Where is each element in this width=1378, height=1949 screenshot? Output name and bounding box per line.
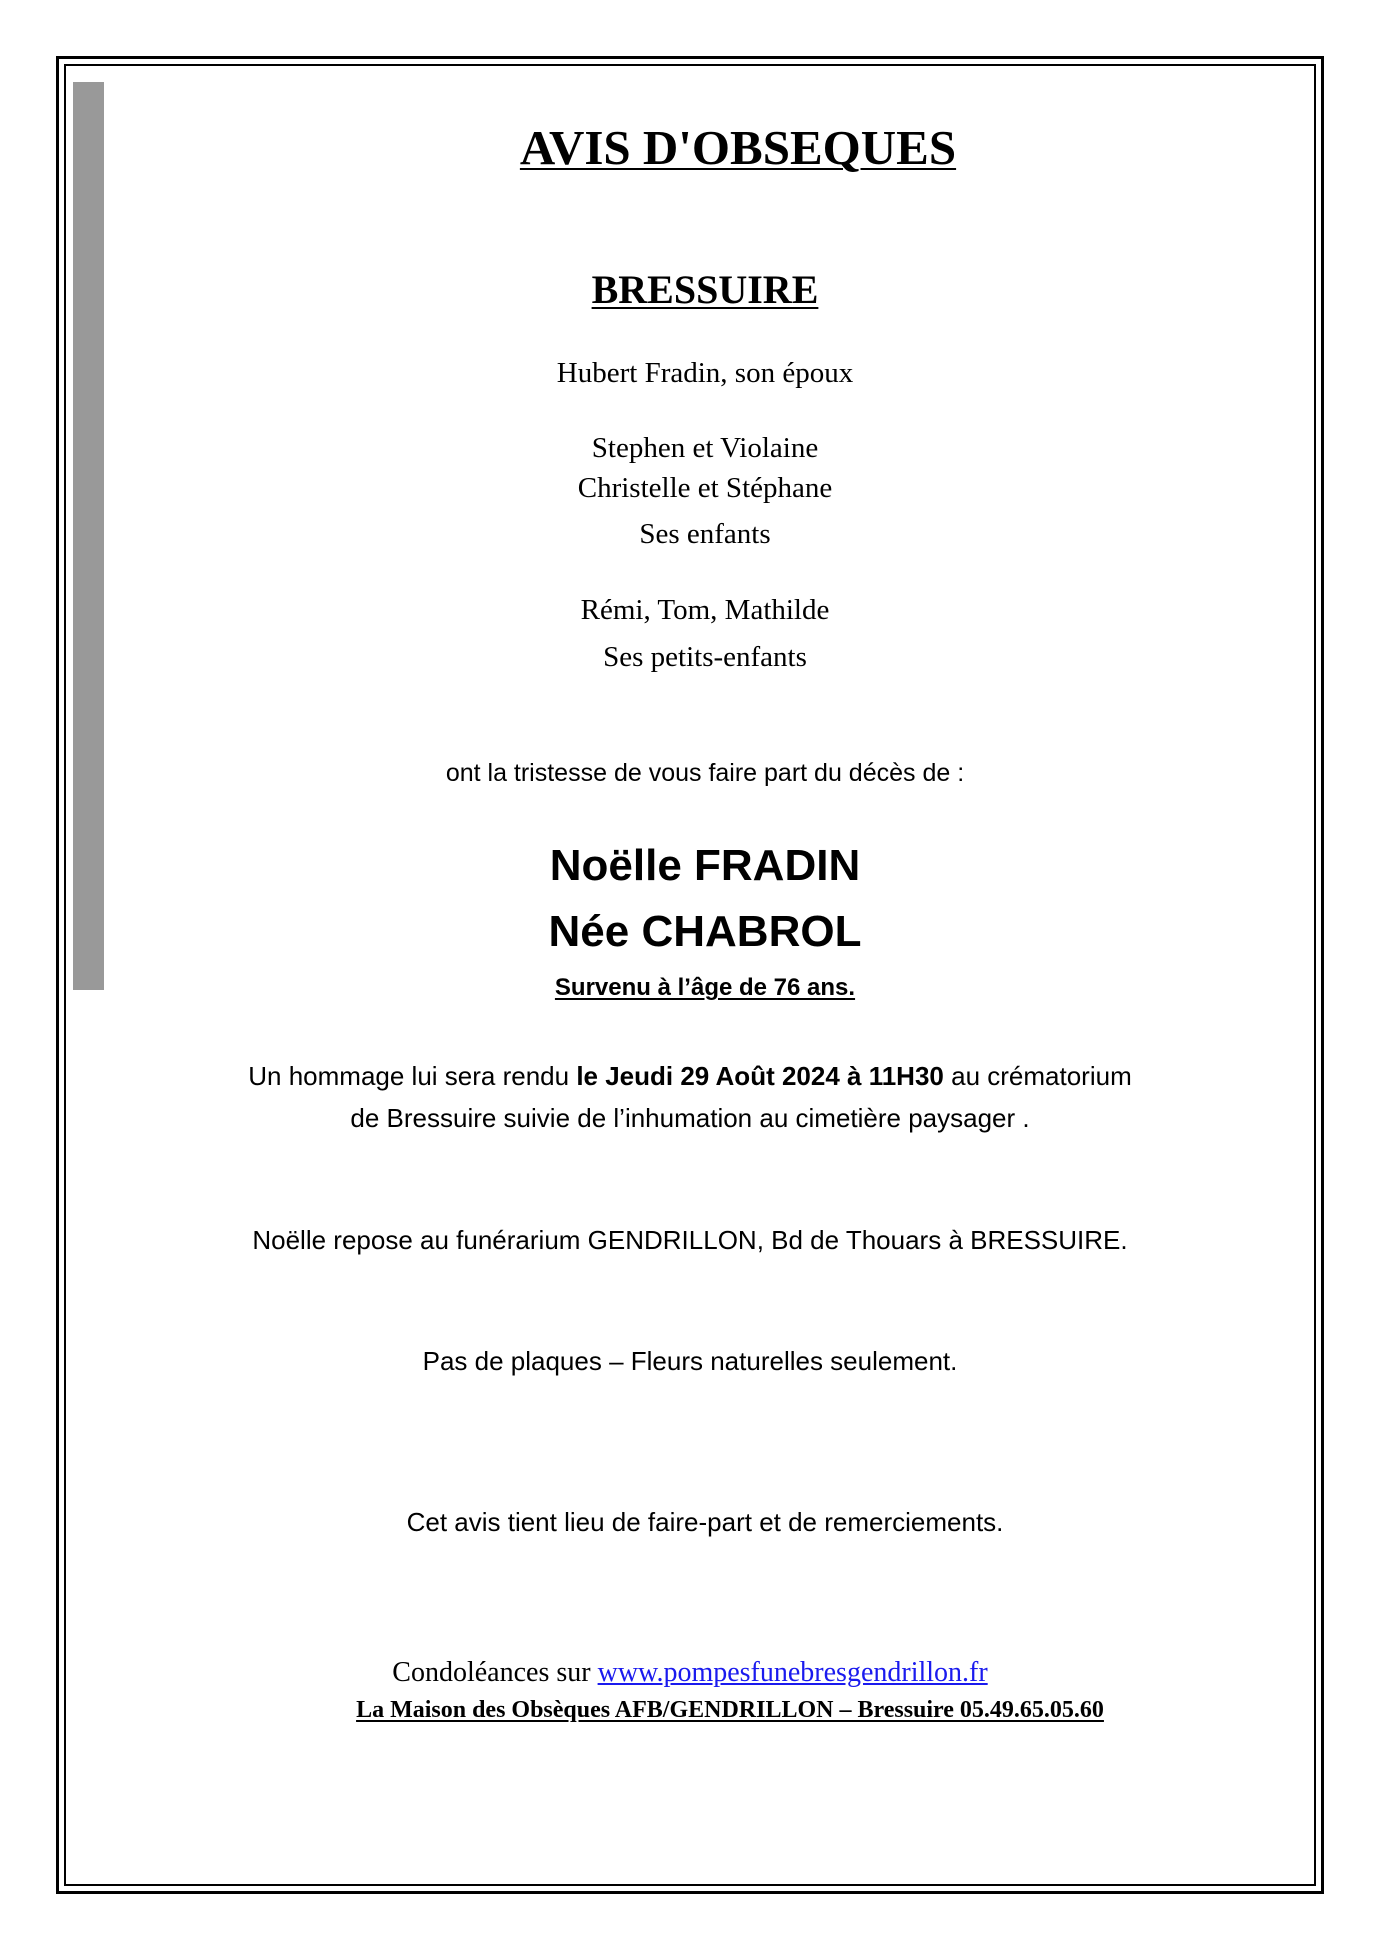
notice-title: AVIS D'OBSEQUES xyxy=(519,120,957,175)
city-heading: BRESSUIRE xyxy=(591,267,819,312)
children-line-1: Stephen et Violaine xyxy=(591,432,819,464)
tribute-line-2: de Bressuire suivie de l’inhumation au cimetière paysager . xyxy=(350,1103,1030,1133)
spouse-line: Hubert Fradin, son époux xyxy=(556,357,854,389)
announcement-line: ont la tristesse de vous faire part du décès de : xyxy=(445,759,965,787)
tribute-date: le Jeudi 29 Août 2024 à 11H30 xyxy=(576,1061,944,1091)
condolences-link[interactable]: www.pompesfunebresgendrillon.fr xyxy=(597,1657,988,1688)
children-line-2: Christelle et Stéphane xyxy=(577,472,833,504)
tribute-suffix: au crématorium xyxy=(943,1061,1132,1091)
deceased-name: Noëlle FRADIN xyxy=(549,841,861,890)
notice-note-line: Cet avis tient lieu de faire-part et de remerciements. xyxy=(406,1507,1004,1537)
maiden-name: Née CHABROL xyxy=(548,907,862,956)
tribute-prefix: Un hommage lui sera rendu xyxy=(248,1061,577,1091)
age-line xyxy=(110,972,1300,1004)
condolences-prefix: Condoléances sur xyxy=(392,1657,598,1688)
condolences-line xyxy=(56,1655,1324,1691)
flowers-line: Pas de plaques – Fleurs naturelles seulement. xyxy=(422,1346,958,1376)
funeral-home-line: La Maison des Obsèques AFB/GENDRILLON – Bressuire 05.49.65.05.60 xyxy=(356,1697,1104,1723)
tribute-line-1 xyxy=(56,1059,1324,1093)
grandchildren-label: Ses petits-enfants xyxy=(603,641,807,673)
rest-place-line: Noëlle repose au funérarium GENDRILLON, Bd de Thouars à BRESSUIRE. xyxy=(252,1225,1128,1255)
children-label: Ses enfants xyxy=(639,518,771,550)
age-text: Survenu à l’âge de 76 ans. xyxy=(554,974,856,1001)
grandchildren-line: Rémi, Tom, Mathilde xyxy=(580,594,830,626)
